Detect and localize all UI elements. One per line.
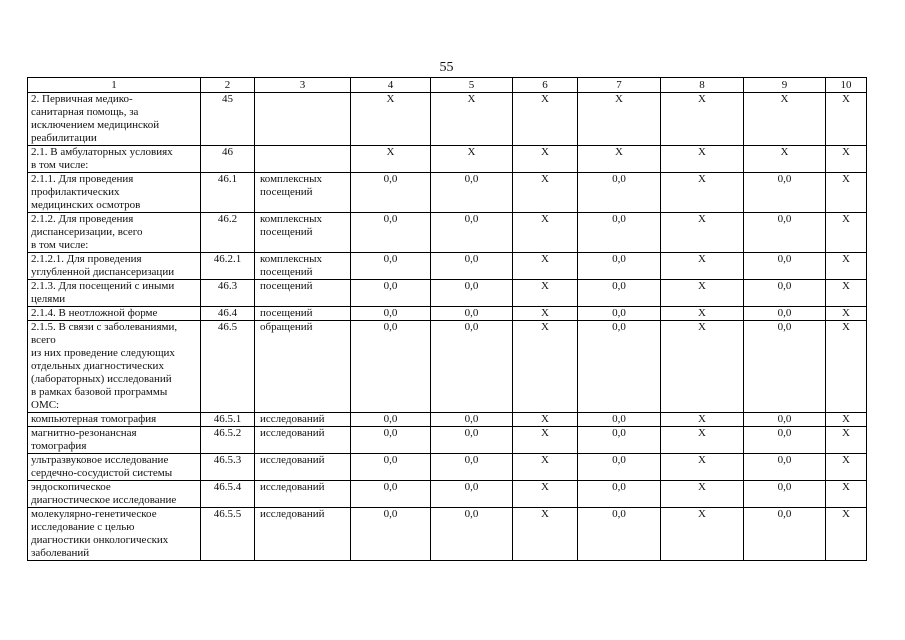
value-cell-col-7: 0,0 <box>578 213 661 253</box>
row-code-cell: 46.2 <box>201 213 255 253</box>
value-cell-col-7: 0,0 <box>578 413 661 427</box>
header-cell-col-5: 5 <box>431 78 513 93</box>
value-cell-col-7: 0,0 <box>578 508 661 561</box>
row-name-cell <box>28 280 201 307</box>
row-name-line: отдельных диагностических <box>31 360 164 372</box>
table-header <box>28 78 867 93</box>
row-name-line: медицинских осмотров <box>31 199 141 211</box>
row-name-cell <box>28 307 201 321</box>
value-cell-col-6: Х <box>513 253 578 280</box>
row-unit-line: посещений <box>260 186 313 198</box>
row-name-cell <box>28 427 201 454</box>
data-table <box>27 77 867 561</box>
row-unit-line: посещений <box>260 307 313 319</box>
value-cell-col-5: 0,0 <box>431 481 513 508</box>
row-name-line: целями <box>31 293 66 305</box>
row-code-cell: 46.5.5 <box>201 508 255 561</box>
row-name-cell <box>28 213 201 253</box>
value-cell-col-4: 0,0 <box>351 280 431 307</box>
value-cell-col-6: Х <box>513 508 578 561</box>
header-cell-col-3: 3 <box>255 78 351 93</box>
value-cell-col-8: Х <box>661 481 744 508</box>
value-cell-col-9: 0,0 <box>744 280 826 307</box>
value-cell-col-6: Х <box>513 454 578 481</box>
row-unit-cell <box>255 213 351 253</box>
header-cell-col-9: 9 <box>744 78 826 93</box>
row-name-line: молекулярно-генетическое <box>31 508 157 520</box>
row-unit-line: исследований <box>260 481 325 493</box>
value-cell-col-6: Х <box>513 307 578 321</box>
row-name-line: углубленной диспансеризации <box>31 266 175 278</box>
table-row <box>28 307 867 321</box>
table-row <box>28 508 867 561</box>
value-cell-col-6: Х <box>513 93 578 146</box>
row-name-line: всего <box>31 334 56 346</box>
header-cell-col-10: 10 <box>826 78 867 93</box>
value-cell-col-8: Х <box>661 280 744 307</box>
row-name-line: диагностическое исследование <box>31 494 177 506</box>
value-cell-col-4: 0,0 <box>351 481 431 508</box>
value-cell-col-6: Х <box>513 173 578 213</box>
row-unit-cell <box>255 508 351 561</box>
row-name-cell <box>28 413 201 427</box>
row-unit-cell <box>255 321 351 413</box>
row-name-cell <box>28 454 201 481</box>
value-cell-col-10: Х <box>826 321 867 413</box>
table-header-row <box>28 78 867 93</box>
row-unit-line: посещений <box>260 266 313 278</box>
header-cell-col-1: 1 <box>28 78 201 93</box>
row-name-line: профилактических <box>31 186 120 198</box>
row-name-line: компьютерная томография <box>31 413 157 425</box>
row-unit-line: комплексных <box>260 173 323 185</box>
value-cell-col-7: 0,0 <box>578 307 661 321</box>
row-unit-cell <box>255 307 351 321</box>
value-cell-col-4: 0,0 <box>351 173 431 213</box>
table-row <box>28 481 867 508</box>
value-cell-col-8: Х <box>661 93 744 146</box>
row-unit-line: обращений <box>260 321 313 333</box>
row-unit-line: исследований <box>260 454 325 466</box>
value-cell-col-8: Х <box>661 321 744 413</box>
value-cell-col-10: Х <box>826 93 867 146</box>
value-cell-col-10: Х <box>826 173 867 213</box>
row-code-cell: 46.5 <box>201 321 255 413</box>
row-name-line: томография <box>31 440 87 452</box>
value-cell-col-6: Х <box>513 321 578 413</box>
value-cell-col-6: Х <box>513 481 578 508</box>
row-name-line: диспансеризации, всего <box>31 226 143 238</box>
value-cell-col-8: Х <box>661 213 744 253</box>
row-unit-cell <box>255 146 351 173</box>
row-name-line: 2.1.2. Для проведения <box>31 213 134 225</box>
row-name-line: 2.1.3. Для посещений с иными <box>31 280 175 292</box>
value-cell-col-10: Х <box>826 454 867 481</box>
value-cell-col-6: Х <box>513 280 578 307</box>
row-name-cell <box>28 508 201 561</box>
value-cell-col-7: 0,0 <box>578 321 661 413</box>
value-cell-col-8: Х <box>661 173 744 213</box>
row-name-line: (лабораторных) исследований <box>31 373 172 385</box>
row-name-line: в том числе: <box>31 239 89 251</box>
row-name-line: 2.1.5. В связи с заболеваниями, <box>31 321 178 333</box>
value-cell-col-4: 0,0 <box>351 413 431 427</box>
value-cell-col-6: Х <box>513 146 578 173</box>
row-name-line: санитарная помощь, за <box>31 106 139 118</box>
row-name-line: исследование с целью <box>31 521 135 533</box>
value-cell-col-7: 0,0 <box>578 253 661 280</box>
row-unit-line: исследований <box>260 508 325 520</box>
row-unit-line: комплексных <box>260 253 323 265</box>
value-cell-col-4: 0,0 <box>351 253 431 280</box>
value-cell-col-6: Х <box>513 213 578 253</box>
table-row <box>28 213 867 253</box>
header-cell-col-4: 4 <box>351 78 431 93</box>
table-row <box>28 413 867 427</box>
value-cell-col-4: 0,0 <box>351 427 431 454</box>
table-row <box>28 93 867 146</box>
value-cell-col-10: Х <box>826 481 867 508</box>
value-cell-col-10: Х <box>826 508 867 561</box>
row-unit-cell <box>255 427 351 454</box>
value-cell-col-10: Х <box>826 307 867 321</box>
row-name-line: сердечно-сосудистой системы <box>31 467 173 479</box>
value-cell-col-9: 0,0 <box>744 427 826 454</box>
value-cell-col-8: Х <box>661 508 744 561</box>
row-name-line: из них проведение следующих <box>31 347 175 359</box>
table-row <box>28 173 867 213</box>
row-unit-line: комплексных <box>260 213 323 225</box>
value-cell-col-9: 0,0 <box>744 508 826 561</box>
row-name-line: в том числе: <box>31 159 89 171</box>
value-cell-col-9: Х <box>744 93 826 146</box>
row-code-cell: 46.4 <box>201 307 255 321</box>
row-name-line: 2.1.2.1. Для проведения <box>31 253 142 265</box>
value-cell-col-5: 0,0 <box>431 307 513 321</box>
row-unit-cell <box>255 454 351 481</box>
row-unit-line: исследований <box>260 427 325 439</box>
table-row <box>28 146 867 173</box>
value-cell-col-4: 0,0 <box>351 508 431 561</box>
value-cell-col-5: 0,0 <box>431 213 513 253</box>
header-cell-col-6: 6 <box>513 78 578 93</box>
value-cell-col-6: Х <box>513 413 578 427</box>
value-cell-col-6: Х <box>513 427 578 454</box>
value-cell-col-4: 0,0 <box>351 454 431 481</box>
row-name-line: ОМС: <box>31 399 60 411</box>
header-cell-col-8: 8 <box>661 78 744 93</box>
row-name-line: ультразвуковое исследование <box>31 454 169 466</box>
row-unit-cell <box>255 253 351 280</box>
row-name-cell <box>28 173 201 213</box>
table-body <box>28 93 867 561</box>
row-unit-cell <box>255 93 351 146</box>
value-cell-col-7: 0,0 <box>578 454 661 481</box>
row-name-line: диагностики онкологических <box>31 534 169 546</box>
value-cell-col-10: Х <box>826 253 867 280</box>
value-cell-col-8: Х <box>661 413 744 427</box>
value-cell-col-8: Х <box>661 307 744 321</box>
page-number: 55 <box>439 60 454 75</box>
value-cell-col-9: Х <box>744 146 826 173</box>
value-cell-col-8: Х <box>661 427 744 454</box>
value-cell-col-7: Х <box>578 93 661 146</box>
row-code-cell: 46.5.3 <box>201 454 255 481</box>
row-code-cell: 45 <box>201 93 255 146</box>
table-row <box>28 253 867 280</box>
row-name-line: заболеваний <box>31 547 90 559</box>
value-cell-col-5: Х <box>431 146 513 173</box>
row-code-cell: 46.2.1 <box>201 253 255 280</box>
value-cell-col-5: 0,0 <box>431 454 513 481</box>
row-unit-line: посещений <box>260 226 313 238</box>
value-cell-col-9: 0,0 <box>744 253 826 280</box>
value-cell-col-7: Х <box>578 146 661 173</box>
value-cell-col-5: 0,0 <box>431 427 513 454</box>
value-cell-col-7: 0,0 <box>578 280 661 307</box>
value-cell-col-7: 0,0 <box>578 427 661 454</box>
value-cell-col-5: 0,0 <box>431 413 513 427</box>
row-name-cell <box>28 146 201 173</box>
value-cell-col-4: 0,0 <box>351 321 431 413</box>
value-cell-col-10: Х <box>826 146 867 173</box>
row-name-cell <box>28 481 201 508</box>
row-name-line: магнитно-резонансная <box>31 427 137 439</box>
value-cell-col-9: 0,0 <box>744 321 826 413</box>
row-name-cell <box>28 93 201 146</box>
row-code-cell: 46.5.2 <box>201 427 255 454</box>
row-name-line: 2.1. В амбулаторных условиях <box>31 146 173 158</box>
value-cell-col-9: 0,0 <box>744 307 826 321</box>
value-cell-col-4: 0,0 <box>351 213 431 253</box>
row-name-line: 2.1.1. Для проведения <box>31 173 134 185</box>
header-cell-col-7: 7 <box>578 78 661 93</box>
row-unit-cell <box>255 413 351 427</box>
row-name-line: эндоскопическое <box>31 481 111 493</box>
value-cell-col-5: 0,0 <box>431 173 513 213</box>
value-cell-col-5: 0,0 <box>431 280 513 307</box>
value-cell-col-10: Х <box>826 280 867 307</box>
value-cell-col-5: 0,0 <box>431 253 513 280</box>
table-row <box>28 427 867 454</box>
value-cell-col-4: 0,0 <box>351 307 431 321</box>
value-cell-col-9: 0,0 <box>744 173 826 213</box>
row-code-cell: 46.5.4 <box>201 481 255 508</box>
value-cell-col-10: Х <box>826 413 867 427</box>
value-cell-col-4: Х <box>351 146 431 173</box>
value-cell-col-9: 0,0 <box>744 481 826 508</box>
row-name-cell <box>28 321 201 413</box>
value-cell-col-7: 0,0 <box>578 173 661 213</box>
row-unit-line: посещений <box>260 280 313 292</box>
row-unit-cell <box>255 173 351 213</box>
header-cell-col-2: 2 <box>201 78 255 93</box>
row-code-cell: 46 <box>201 146 255 173</box>
table-row <box>28 454 867 481</box>
value-cell-col-5: Х <box>431 93 513 146</box>
row-name-line: 2. Первичная медико- <box>31 93 133 105</box>
value-cell-col-4: Х <box>351 93 431 146</box>
value-cell-col-9: 0,0 <box>744 454 826 481</box>
row-unit-cell <box>255 280 351 307</box>
value-cell-col-10: Х <box>826 427 867 454</box>
value-cell-col-9: 0,0 <box>744 213 826 253</box>
table-row <box>28 280 867 307</box>
value-cell-col-10: Х <box>826 213 867 253</box>
value-cell-col-8: Х <box>661 454 744 481</box>
row-name-cell <box>28 253 201 280</box>
value-cell-col-8: Х <box>661 253 744 280</box>
row-name-line: исключением медицинской <box>31 119 160 131</box>
row-name-line: 2.1.4. В неотложной форме <box>31 307 158 319</box>
row-code-cell: 46.1 <box>201 173 255 213</box>
value-cell-col-8: Х <box>661 146 744 173</box>
row-name-line: в рамках базовой программы <box>31 386 168 398</box>
row-code-cell: 46.3 <box>201 280 255 307</box>
row-name-line: реабилитации <box>31 132 97 144</box>
row-unit-line: исследований <box>260 413 325 425</box>
value-cell-col-9: 0,0 <box>744 413 826 427</box>
row-code-cell: 46.5.1 <box>201 413 255 427</box>
value-cell-col-5: 0,0 <box>431 321 513 413</box>
value-cell-col-7: 0,0 <box>578 481 661 508</box>
table-row <box>28 321 867 413</box>
row-unit-cell <box>255 481 351 508</box>
value-cell-col-5: 0,0 <box>431 508 513 561</box>
